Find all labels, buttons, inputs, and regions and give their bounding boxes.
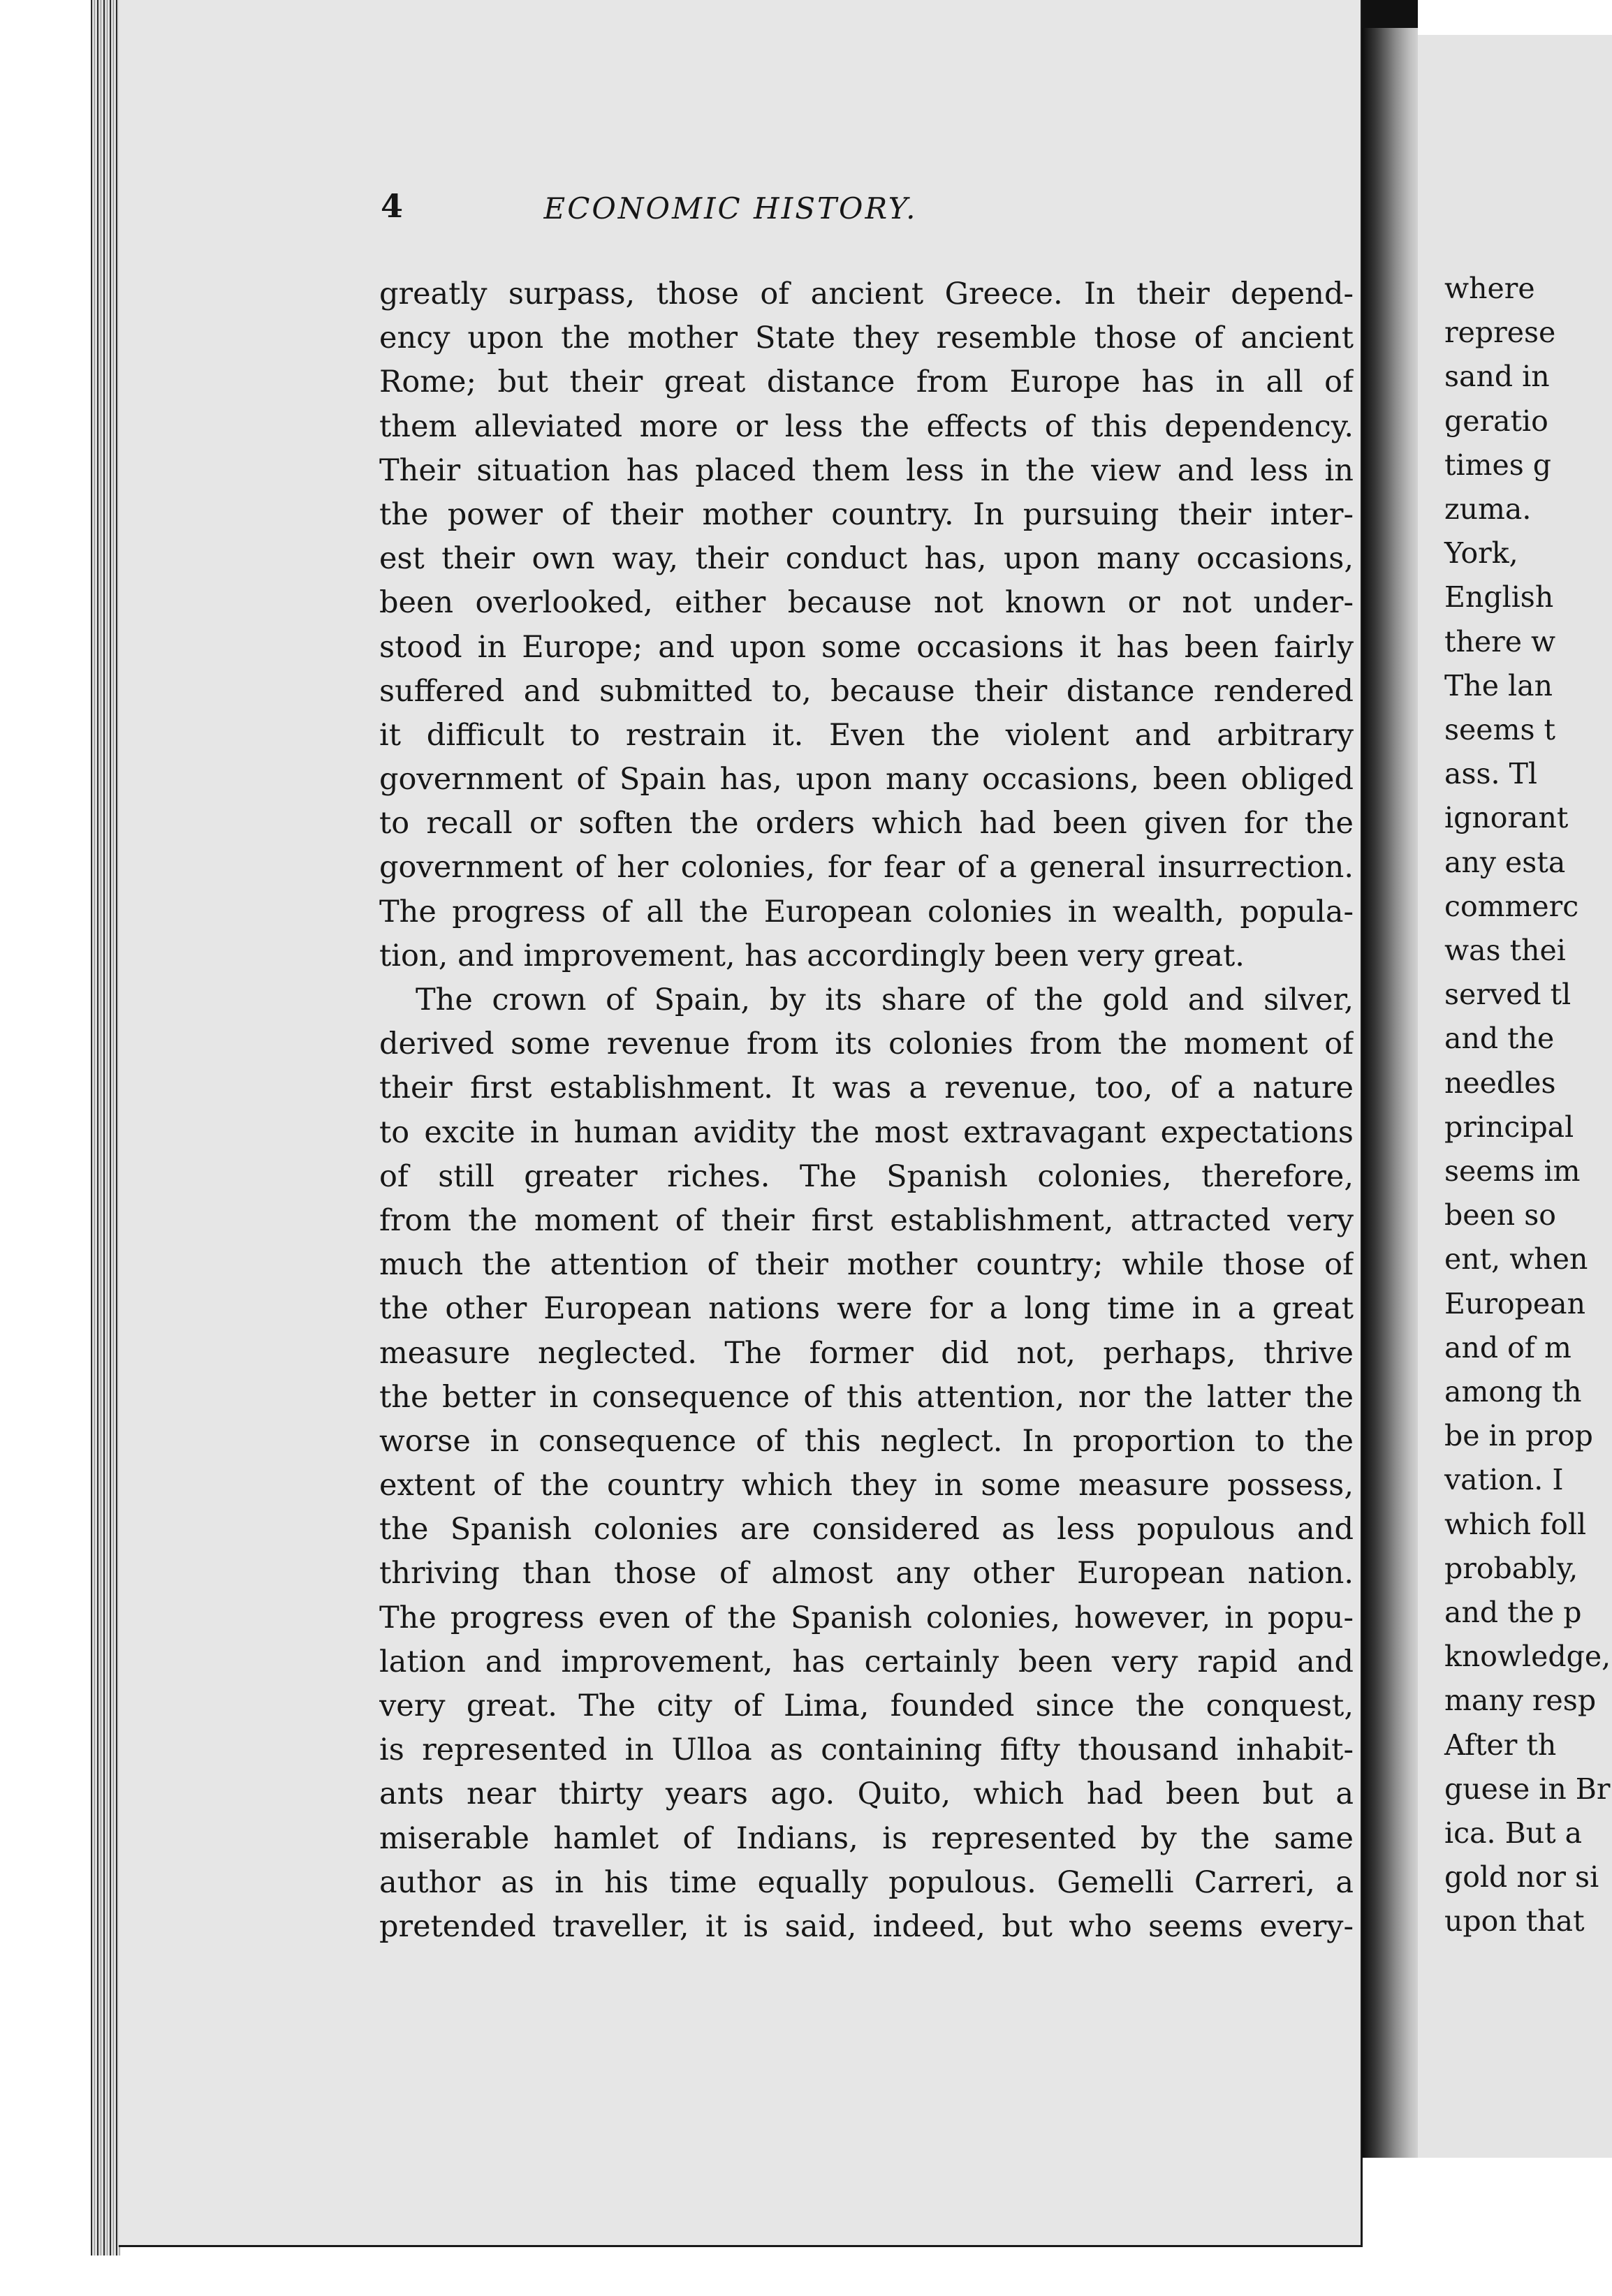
text-line: ass. Tl — [1444, 757, 1538, 791]
text-line: miserable hamlet of Indians, is represented by the same — [379, 1820, 1354, 1856]
text-line: sand in — [1444, 360, 1550, 394]
text-line: seems im — [1444, 1154, 1581, 1188]
text-line: probably, — [1444, 1551, 1578, 1585]
text-line: served tl — [1444, 978, 1571, 1012]
text-line: it difficult to restrain it. Even the violent and arbitrary — [379, 717, 1354, 753]
text-line: guese in Br — [1444, 1772, 1611, 1806]
text-line: ica. But a — [1444, 1816, 1583, 1850]
text-line: ency upon the mother State they resemble those of ancient — [379, 321, 1354, 356]
binding-gutter-shadow — [1362, 28, 1418, 2158]
text-line: many resp — [1444, 1684, 1597, 1718]
text-line: very great. The city of Lima, founded since the conquest, — [379, 1688, 1354, 1723]
text-line: lation and improvement, has certainly been very rapid and — [379, 1644, 1354, 1679]
text-line: government of Spain has, upon many occasions, been obliged — [379, 762, 1354, 797]
text-line: European — [1444, 1286, 1585, 1320]
text-line: pretended traveller, it is said, indeed, but who seems every- — [379, 1908, 1354, 1944]
text-line: principal — [1444, 1110, 1574, 1144]
text-line: which foll — [1444, 1507, 1587, 1541]
text-line: the better in consequence of this attention, nor the latter the — [379, 1379, 1354, 1415]
text-line: measure neglected. The former did not, perhaps, thrive — [379, 1335, 1354, 1371]
left-page-body-text — [379, 272, 1354, 1949]
text-line: seems t — [1444, 713, 1555, 746]
page-header — [381, 187, 1358, 250]
text-line: After th — [1444, 1728, 1557, 1762]
text-line: The progress of all the European colonies in wealth, popula- — [379, 894, 1354, 929]
text-line: much the attention of their mother country; while those of — [379, 1247, 1354, 1283]
text-line: to recall or soften the orders which had been given for the — [379, 806, 1354, 841]
text-line: The crown of Spain, by its share of the gold and silver, — [416, 983, 1354, 1017]
text-line: the power of their mother country. In pursuing their inter- — [379, 496, 1354, 532]
text-line: from the moment of their first establishment, attracted very — [379, 1202, 1354, 1238]
text-line: there w — [1444, 624, 1556, 658]
text-line: been so — [1444, 1198, 1556, 1232]
text-line: their first establishment. It was a revenue, too, of a nature — [379, 1070, 1354, 1106]
text-line: The progress even of the Spanish colonies, however, in popu- — [379, 1600, 1354, 1635]
text-line: greatly surpass, those of ancient Greece. In their depend- — [379, 277, 1354, 311]
text-line: ent, when — [1444, 1242, 1588, 1276]
text-line: author as in his time equally populous. Gemelli Carreri, a — [379, 1864, 1354, 1900]
text-line: Their situation has placed them less in the view and less in — [379, 452, 1354, 488]
text-line: est their own way, their conduct has, upon many occasions, — [379, 541, 1354, 577]
text-line: times g — [1444, 448, 1552, 482]
text-line: tion, and improvement, has accordingly been very great. — [379, 938, 1245, 973]
page-edge-stack — [91, 0, 120, 2255]
text-line: upon that — [1444, 1904, 1585, 1938]
text-line: to excite in human avidity the most extravagant expectations — [379, 1114, 1354, 1150]
text-line: thriving than those of almost any other European nation. — [379, 1556, 1354, 1591]
text-line: and the — [1444, 1022, 1555, 1056]
text-line: zuma. — [1444, 492, 1532, 526]
text-line: derived some revenue from its colonies from the moment of — [379, 1026, 1354, 1062]
text-line: worse in consequence of this neglect. In proportion to the — [379, 1423, 1354, 1459]
right-page — [1418, 35, 1612, 2158]
text-line: of still greater riches. The Spanish colonies, therefore, — [379, 1158, 1354, 1194]
text-line: government of her colonies, for fear of a general insurrection. — [379, 850, 1354, 885]
text-line: ignorant — [1444, 801, 1569, 835]
text-line: stood in Europe; and upon some occasions it has been fairly — [379, 629, 1354, 665]
text-line: The lan — [1444, 668, 1553, 702]
text-line: extent of the country which they in some measure possess, — [379, 1468, 1354, 1503]
text-line: them alleviated more or less the effects of this dependency. — [379, 409, 1354, 444]
text-line: the other European nations were for a long time in a great — [379, 1291, 1354, 1327]
text-line: suffered and submitted to, because their distance rendered — [379, 673, 1354, 709]
text-line: geratio — [1444, 404, 1548, 438]
text-line: York, — [1444, 536, 1518, 571]
text-line: vation. I — [1444, 1463, 1564, 1497]
text-line: was thei — [1444, 934, 1566, 967]
text-line: English — [1444, 580, 1554, 615]
page-number: 4 — [381, 187, 404, 225]
text-line: needles — [1444, 1066, 1556, 1100]
text-line: represe — [1444, 316, 1556, 350]
running-head: ECONOMIC HISTORY. — [543, 191, 918, 226]
text-line: knowledge, — [1444, 1640, 1611, 1674]
text-line: ants near thirty years ago. Quito, which had been but a — [379, 1776, 1354, 1812]
text-line: commerc — [1444, 889, 1579, 923]
text-line: gold nor si — [1444, 1860, 1599, 1894]
text-line: been overlooked, either because not known or not under- — [379, 585, 1354, 621]
text-line: where — [1444, 272, 1535, 305]
text-line: and the p — [1444, 1596, 1582, 1629]
text-line: Rome; but their great distance from Europe has in all of — [379, 365, 1354, 400]
text-line: the Spanish colonies are considered as less populous and — [379, 1512, 1354, 1547]
text-line: be in prop — [1444, 1419, 1593, 1453]
text-line: any esta — [1444, 845, 1566, 879]
text-line: among th — [1444, 1375, 1582, 1408]
text-line: and of m — [1444, 1330, 1571, 1364]
text-line: is represented in Ulloa as containing fifty thousand inhabit- — [379, 1732, 1354, 1768]
